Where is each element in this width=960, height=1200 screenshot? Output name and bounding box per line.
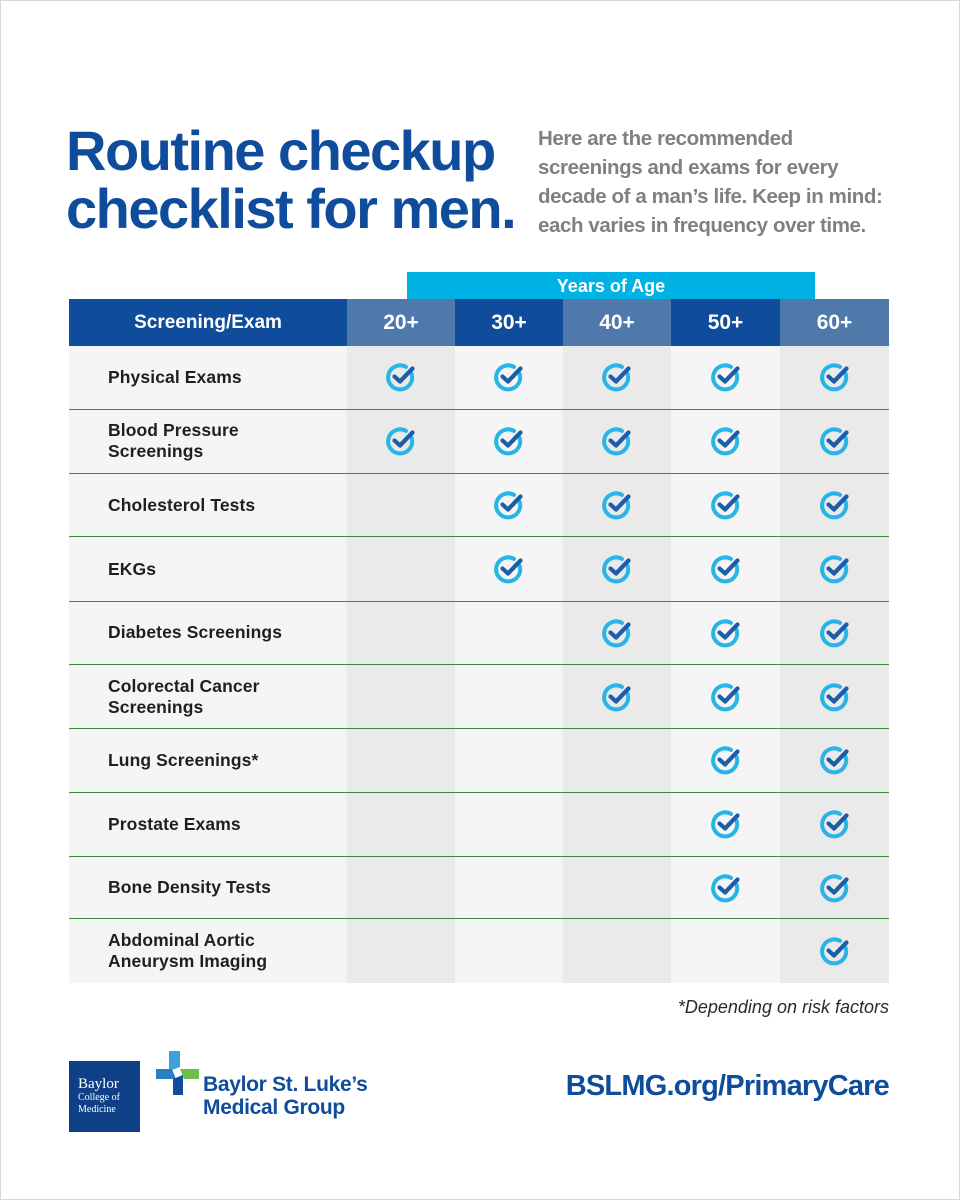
table-row [69,474,889,537]
age-cell [347,346,455,409]
screening-name: Cholesterol Tests [69,474,347,537]
check-circle-icon [819,489,851,521]
check-circle-icon [493,489,525,521]
screening-name: Prostate Exams [69,792,347,856]
age-cell [563,792,671,856]
check-circle-icon [710,361,742,393]
bcm-logo-line-1: Baylor [78,1076,119,1092]
baylor-college-of-medicine-logo [69,1061,140,1132]
screening-name: Colorectal Cancer Screenings [69,664,347,728]
age-cell [671,346,780,409]
page-title [66,119,526,240]
age-cell [780,537,889,601]
check-circle-icon [601,489,633,521]
check-circle-icon [385,361,417,393]
check-circle-icon [710,553,742,585]
age-cell [780,792,889,856]
check-circle-icon [819,617,851,649]
check-circle-icon [819,744,851,776]
age-cell [455,601,563,664]
screening-name: Abdominal Aortic Aneurysm Imaging [69,919,347,983]
age-cell [455,919,563,983]
table-body [69,346,889,983]
age-cell [347,856,455,918]
bsl-name-line-1: Baylor St. Luke’s [203,1073,368,1096]
age-cell [563,856,671,918]
check-circle-icon [710,489,742,521]
footnote: *Depending on risk factors [677,997,889,1017]
age-cell [347,474,455,537]
age-cell [563,664,671,728]
check-circle-icon [710,744,742,776]
age-cell [347,792,455,856]
table-header-row [69,299,889,346]
age-cell [671,729,780,792]
age-cell [780,346,889,409]
screening-name: Diabetes Screenings [69,601,347,664]
age-cell [347,537,455,601]
age-cell [780,856,889,918]
age-cell [347,729,455,792]
age-cell [347,664,455,728]
check-circle-icon [601,553,633,585]
age-cell [563,409,671,473]
table-row [69,792,889,856]
check-circle-icon [819,361,851,393]
age-cell [563,601,671,664]
check-circle-icon [819,935,851,967]
column-header-age: 60+ [780,299,889,346]
table-row [69,346,889,409]
check-circle-icon [710,617,742,649]
check-circle-icon [601,617,633,649]
check-circle-icon [493,361,525,393]
age-cell [671,856,780,918]
screening-name: Blood Pressure Screenings [69,409,347,473]
check-circle-icon [601,425,633,457]
age-cell [563,474,671,537]
screening-name: Lung Screenings* [69,729,347,792]
table-row [69,537,889,601]
check-circle-icon [819,553,851,585]
age-cell [563,537,671,601]
intro-line-2: screenings and exams for every [538,156,839,179]
age-cell [780,729,889,792]
screening-name: Physical Exams [69,346,347,409]
bcm-logo-line-2: College of [78,1092,120,1103]
age-cell [671,919,780,983]
screening-table [69,299,889,983]
intro-line-4: each varies in frequency over time. [538,214,866,237]
check-circle-icon [601,361,633,393]
check-circle-icon [710,808,742,840]
intro-line-3: decade of a man’s life. Keep in mind: [538,185,883,208]
check-circle-icon [819,872,851,904]
age-cell [347,919,455,983]
table-row [69,919,889,983]
cross-logo-icon [152,1047,202,1097]
column-header-screening: Screening/Exam [69,299,347,346]
age-cell [671,664,780,728]
age-cell [671,409,780,473]
age-cell [671,537,780,601]
bsl-name-line-2: Medical Group [203,1096,345,1119]
check-circle-icon [710,872,742,904]
check-circle-icon [493,425,525,457]
bcm-logo-line-3: Medicine [78,1104,116,1115]
age-cell [780,664,889,728]
age-cell [780,474,889,537]
age-cell [563,729,671,792]
age-cell [455,664,563,728]
intro-text [538,124,898,240]
age-cell [455,537,563,601]
age-cell [780,409,889,473]
check-circle-icon [493,553,525,585]
table-row [69,409,889,473]
age-cell [455,792,563,856]
age-cell [563,346,671,409]
website-link[interactable]: BSLMG.org/PrimaryCare [565,1070,889,1102]
title-line-1: Routine checkup [66,119,495,182]
column-header-age: 30+ [455,299,563,346]
check-circle-icon [710,681,742,713]
title-line-2: checklist for men. [66,177,516,240]
age-cell [455,729,563,792]
age-cell [780,919,889,983]
age-cell [671,601,780,664]
check-circle-icon [601,681,633,713]
check-circle-icon [385,425,417,457]
table-row [69,856,889,918]
check-circle-icon [710,425,742,457]
age-cell [671,792,780,856]
age-cell [347,601,455,664]
age-cell [347,409,455,473]
intro-line-1: Here are the recommended [538,127,793,150]
age-cell [455,474,563,537]
check-circle-icon [819,425,851,457]
age-cell [671,474,780,537]
age-cell [780,601,889,664]
age-cell [455,409,563,473]
years-of-age-label: Years of Age [407,272,815,299]
table-row [69,664,889,728]
column-header-age: 50+ [671,299,780,346]
screening-name: EKGs [69,537,347,601]
column-header-age: 20+ [347,299,455,346]
age-cell [455,346,563,409]
column-header-age: 40+ [563,299,671,346]
table-row [69,601,889,664]
age-cell [563,919,671,983]
check-circle-icon [819,808,851,840]
screening-name: Bone Density Tests [69,856,347,918]
baylor-st-lukes-medical-group-name [203,1073,368,1119]
table-row [69,729,889,792]
check-circle-icon [819,681,851,713]
age-cell [455,856,563,918]
